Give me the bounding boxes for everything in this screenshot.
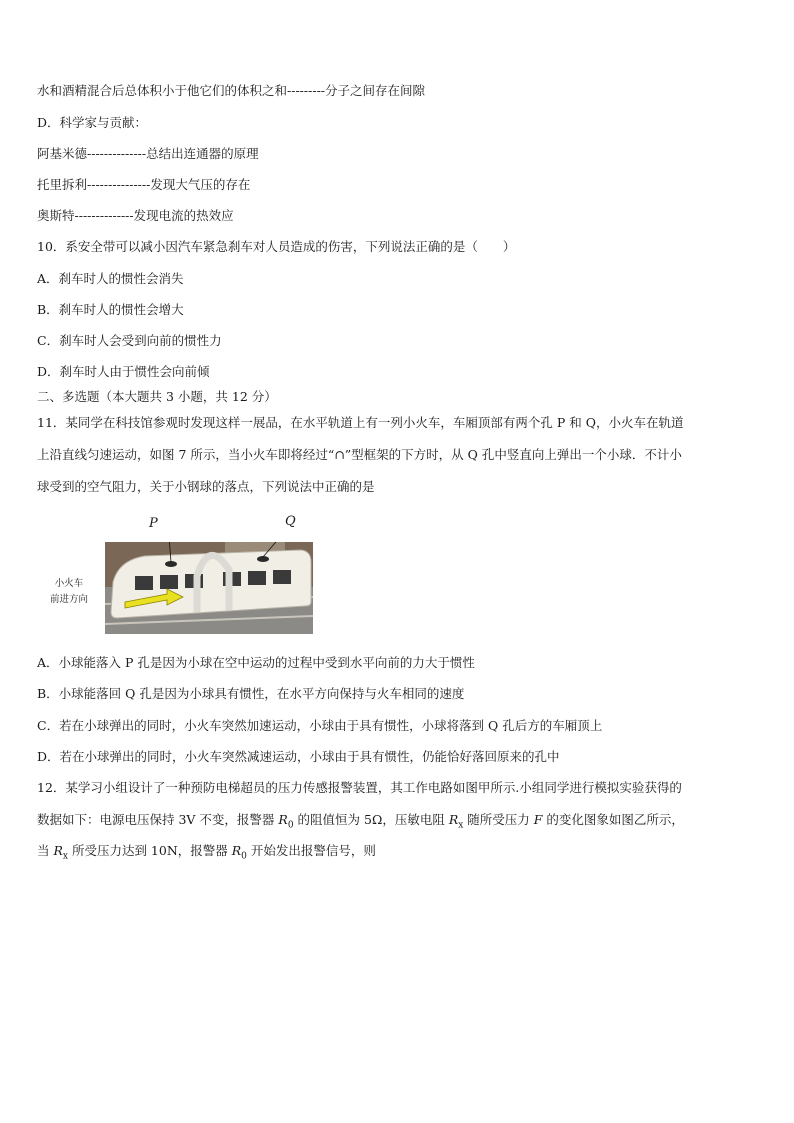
section-2-title: 二、多选题（本大题共 3 小题，共 12 分）: [37, 389, 277, 404]
label-p: P: [149, 516, 158, 531]
question-11-line-1: 11．某同学在科技馆参观时发现这样一展品，在水平轨道上有一列小火车，车厢顶部有两个孔 P 和 Q，小火车在轨道: [37, 415, 684, 430]
q12-text-f: 所受压力达到 10N，报警器: [67, 843, 232, 858]
subscript-x: x: [458, 820, 464, 831]
train-photo: [105, 542, 313, 634]
q12-text-b: 的阻值恒为 5Ω，压敏电阻: [293, 812, 449, 827]
symbol-r: R: [231, 843, 242, 858]
subscript-0: 0: [241, 851, 247, 862]
direction-caption: [45, 576, 93, 608]
question-12-line-1: 12．某学习小组设计了一种预防电梯超员的压力传感报警装置，其工作电路如图甲所示.小组同学进行模拟实验获得的: [37, 780, 682, 795]
subscript-0: 0: [287, 820, 294, 831]
direction-caption-line-2: 前进方向: [49, 594, 88, 605]
q10-option-a: A．刹车时人的惯性会消失: [37, 271, 184, 286]
q12-text-e: 当: [37, 843, 54, 858]
train-illustration: [105, 542, 313, 634]
symbol-r: R: [278, 812, 288, 827]
line-water-alcohol: 水和酒精混合后总体积小于他它们的体积之和---------分子之间存在间隙: [37, 83, 426, 98]
q11-option-a: A．小球能落入 P 孔是因为小球在空中运动的过程中受到水平向前的力大于惯性: [37, 655, 475, 670]
option-d-scientists: D．科学家与贡献：: [37, 115, 148, 130]
question-11-line-3: 球受到的空气阻力，关于小钢球的落点，下列说法中正确的是: [37, 479, 375, 494]
symbol-r: R: [53, 843, 63, 858]
line-oersted: 奥斯特--------------发现电流的热效应: [37, 208, 234, 223]
train-figure: [37, 508, 327, 636]
symbol-f: F: [533, 812, 543, 827]
q11-option-b: B．小球能落回 Q 孔是因为小球具有惯性，在水平方向保持与火车相同的速度: [37, 686, 465, 701]
subscript-x: x: [62, 851, 68, 862]
question-10: 10．系安全带可以减小因汽车紧急刹车对人员造成的伤害，下列说法正确的是（ ）: [37, 239, 516, 254]
symbol-r: R: [448, 812, 459, 827]
q11-option-c: C．若在小球弹出的同时，小火车突然加速运动，小球由于具有惯性，小球将落到 Q 孔后方的车厢顶上: [37, 718, 603, 733]
q12-text-d: 的变化图象如图乙所示，: [542, 812, 684, 827]
line-archimedes: 阿基米德--------------总结出连通器的原理: [37, 146, 259, 161]
q10-option-d: D．刹车时人由于惯性会向前倾: [37, 364, 210, 379]
q12-text-a: 数据如下：电源电压保持 3V 不变，报警器: [37, 812, 279, 827]
q11-option-d: D．若在小球弹出的同时，小火车突然减速运动，小球由于具有惯性，仍能恰好落回原来的孔中: [37, 749, 560, 764]
question-12-line-3: [37, 843, 376, 865]
question-12-line-2: [37, 812, 684, 834]
label-q: Q: [285, 514, 296, 529]
q12-text-c: 随所受压力: [463, 812, 534, 827]
question-11-line-2: 上沿直线匀速运动，如图 7 所示，当小火车即将经过“∩”型框架的下方时，从 Q 孔中竖直向上弹出一个小球．不计小: [37, 447, 682, 462]
q10-option-b: B．刹车时人的惯性会增大: [37, 302, 184, 317]
line-torricelli: 托里拆利---------------发现大气压的存在: [37, 177, 251, 192]
q10-option-c: C．刹车时人会受到向前的惯性力: [37, 333, 222, 348]
q12-text-g: 开始发出报警信号，则: [246, 843, 376, 858]
direction-caption-line-1: 小火车: [54, 578, 84, 589]
